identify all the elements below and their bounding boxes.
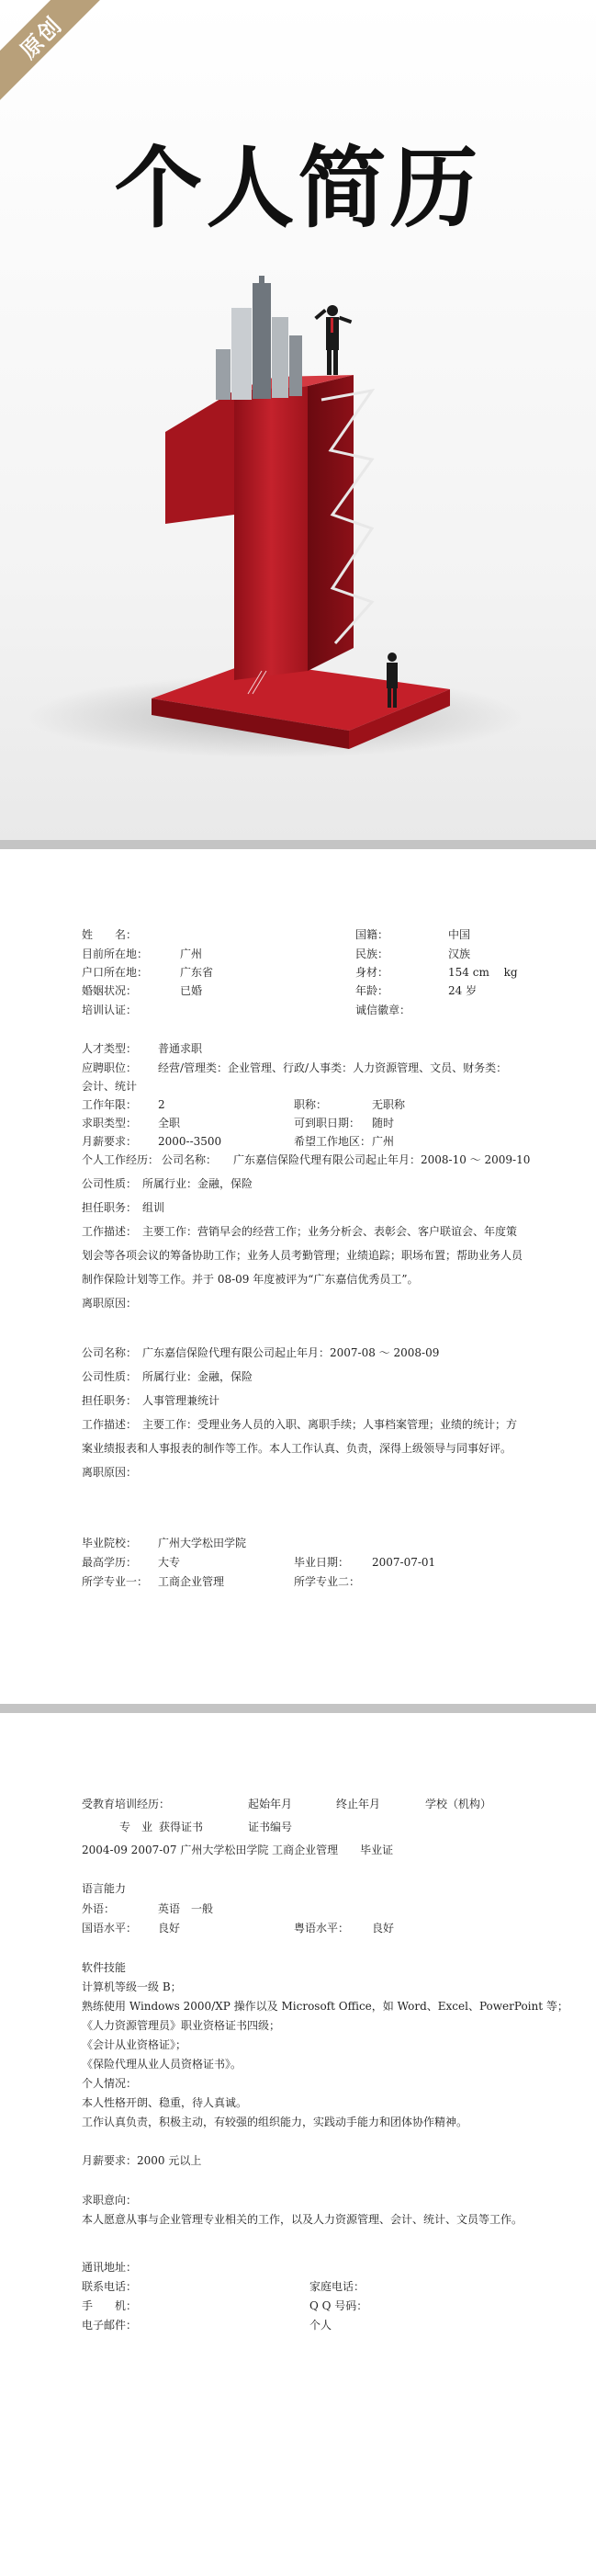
number-one-side (308, 375, 354, 671)
major1-label: 所学专业一： (82, 1575, 149, 1588)
company1-role: 担任职务： 组训 (82, 1201, 165, 1214)
home-phone-label: 家庭电话： (309, 2280, 365, 2293)
age-label: 年龄： (355, 984, 389, 997)
degree-label: 最高学历： (82, 1556, 138, 1569)
height-value: 154 cm kg (448, 966, 518, 979)
grad-value: 2007-07-01 (372, 1556, 436, 1569)
age-value: 24 岁 (448, 984, 478, 997)
nationality-value: 中国 (448, 928, 471, 941)
intent-label: 求职意向： (82, 2194, 138, 2207)
company1-desc-1: 工作描述： 主要工作：营销早会的经营工作；业务分析会、表彰会、客户联谊会、年度策 (82, 1225, 518, 1238)
company1-leave: 离职原因： (82, 1297, 138, 1310)
honor-label: 诚信徽章： (355, 1004, 411, 1016)
mandarin-value: 良好 (158, 1922, 181, 1935)
skills-label: 软件技能 (82, 1961, 127, 1974)
talent-type-label: 人才类型： (82, 1042, 138, 1055)
skill-4: 《保险代理从业人员资格证书》。 (82, 2058, 242, 2071)
salary-label: 月薪要求： (82, 1135, 138, 1148)
job-type-value: 全职 (158, 1117, 181, 1129)
company1-line: 公司名称： 广东嘉信保险代理有限公司起止年月：2008-10 ～ 2009-10 (162, 1153, 531, 1166)
company2-desc-1: 工作描述： 主要工作：受理业务人员的入职、离职手续；人事档案管理；业绩的统计；方 (82, 1418, 518, 1431)
skill-1: 熟练使用 Windows 2000/XP 操作以及 Microsoft Office，如 Word、Excel、PowerPoint 等； (82, 2000, 568, 2013)
hukou-label: 户口所在地： (82, 966, 149, 979)
nationality-label: 国籍： (355, 928, 389, 941)
salary-line: 月薪要求：2000 元以上 (82, 2154, 202, 2167)
marital-value: 已婚 (180, 984, 203, 997)
skill-3: 《会计从业资格证》； (82, 2038, 187, 2051)
edu-training-label: 受教育培训经历： (82, 1798, 171, 1810)
col-end: 终止年月 (336, 1798, 381, 1810)
edu-row: 2004-09 2007-07 广州大学松田学院 工商企业管理 毕业证 (82, 1844, 394, 1856)
experience-label: 工作年限： (82, 1098, 138, 1111)
height-label: 身材： (355, 966, 389, 979)
businessman-top (314, 305, 352, 375)
col-school: 学校（机构） (425, 1798, 492, 1810)
col-start: 起始年月 (248, 1798, 293, 1810)
personal-2: 工作认真负责，积极主动，有较强的组织能力，实践动手能力和团体协作精神。 (82, 2116, 468, 2128)
position-label: 应聘职位： (82, 1061, 138, 1074)
mandarin-label: 国语水平： (82, 1922, 138, 1935)
number-one-flag (165, 391, 234, 524)
marital-label: 婚姻状况： (82, 984, 138, 997)
start-label: 可到职日期： (294, 1117, 361, 1129)
company1-nature: 公司性质： 所属行业：金融，保险 (82, 1177, 253, 1190)
personal-page-label: 个人 (309, 2319, 332, 2332)
col-major: 专 业 (119, 1821, 153, 1833)
col-cert: 获得证书 (159, 1821, 204, 1833)
ethnicity-label: 民族： (355, 948, 389, 960)
training-label: 培训认证： (82, 1004, 138, 1016)
page-separator-2 (0, 1704, 596, 1713)
contact-phone-label: 联系电话： (82, 2280, 138, 2293)
intent-value: 本人愿意从事与企业管理专业相关的工作，以及人力资源管理、会计、统计、文员等工作。 (82, 2213, 523, 2226)
grad-label: 毕业日期： (294, 1556, 350, 1569)
col-cert-no: 证书编号 (248, 1821, 293, 1833)
talent-type-value: 普通求职 (158, 1042, 203, 1055)
major2-label: 所学专业二： (294, 1575, 361, 1588)
company2-role: 担任职务： 人事管理兼统计 (82, 1394, 220, 1407)
work-exp-label: 个人工作经历： (82, 1153, 160, 1166)
page-separator-1 (0, 840, 596, 849)
title-label: 职称： (294, 1098, 328, 1111)
ethnicity-value: 汉族 (448, 948, 471, 960)
original-badge (0, 0, 107, 104)
position-value-cont: 会计、统计 (82, 1080, 138, 1093)
lang-label: 语言能力 (82, 1882, 127, 1895)
company2-leave: 离职原因： (82, 1466, 138, 1479)
degree-value: 大专 (158, 1556, 181, 1569)
contact-label: 通讯地址： (82, 2261, 138, 2274)
salary-value: 2000--3500 (158, 1135, 222, 1148)
cover-page (0, 0, 596, 840)
original-badge-text: 原创 (15, 11, 68, 64)
skill-2: 《人力资源管理员》职业资格证书四级； (82, 2019, 281, 2032)
name-label: 姓 名： (82, 928, 138, 941)
residence-label: 目前所在地： (82, 948, 149, 960)
resume-page-2 (0, 1713, 596, 2576)
qq-label: Q Q 号码： (309, 2299, 368, 2312)
school-label: 毕业院校： (82, 1537, 138, 1549)
company1-desc-3: 制作保险计划等工作。并于 08-09 年度被评为“广东嘉信优秀员工”。 (82, 1273, 419, 1286)
cantonese-label: 粤语水平： (294, 1922, 350, 1935)
company2-nature: 公司性质： 所属行业：金融，保险 (82, 1370, 253, 1383)
number-one-front (234, 386, 308, 680)
major1-value: 工商企业管理 (158, 1575, 225, 1588)
foreign-label: 外语： (82, 1902, 116, 1915)
area-label: 希望工作地区： (294, 1135, 372, 1148)
job-type-label: 求职类型： (82, 1117, 138, 1129)
cover-title: 个人简历 (114, 137, 482, 240)
area-value: 广州 (372, 1135, 395, 1148)
start-value: 随时 (372, 1117, 395, 1129)
company2-line: 公司名称： 广东嘉信保险代理有限公司起止年月：2007-08 ～ 2008-09 (82, 1346, 440, 1359)
personal-1: 本人性格开朗、稳重，待人真诚。 (82, 2096, 248, 2109)
personal-label: 个人情况： (82, 2077, 138, 2090)
position-value: 经营/管理类：企业管理、行政/人事类：人力资源管理、文员、财务类： (158, 1061, 508, 1074)
title-value: 无职称 (372, 1098, 406, 1111)
mobile-label: 手 机： (82, 2299, 138, 2312)
company1-desc-2: 划会等各项会议的筹备协助工作；业务人员考勤管理；业绩追踪；职场布置；帮助业务人员 (82, 1249, 523, 1262)
computer-level: 计算机等级一级 B； (82, 1980, 182, 1993)
hukou-value: 广东省 (180, 966, 214, 979)
foreign-value: 英语 一般 (158, 1902, 214, 1915)
residence-value: 广州 (180, 948, 203, 960)
resume-page-1 (0, 849, 596, 1704)
experience-value: 2 (158, 1098, 165, 1111)
company2-desc-2: 案业绩报表和人事报表的制作等工作。本人工作认真、负责，深得上级领导与同事好评。 (82, 1442, 512, 1455)
cover-illustration (0, 239, 596, 790)
email-label: 电子邮件： (82, 2319, 138, 2332)
school-value: 广州大学松田学院 (158, 1537, 247, 1549)
cantonese-value: 良好 (372, 1922, 395, 1935)
